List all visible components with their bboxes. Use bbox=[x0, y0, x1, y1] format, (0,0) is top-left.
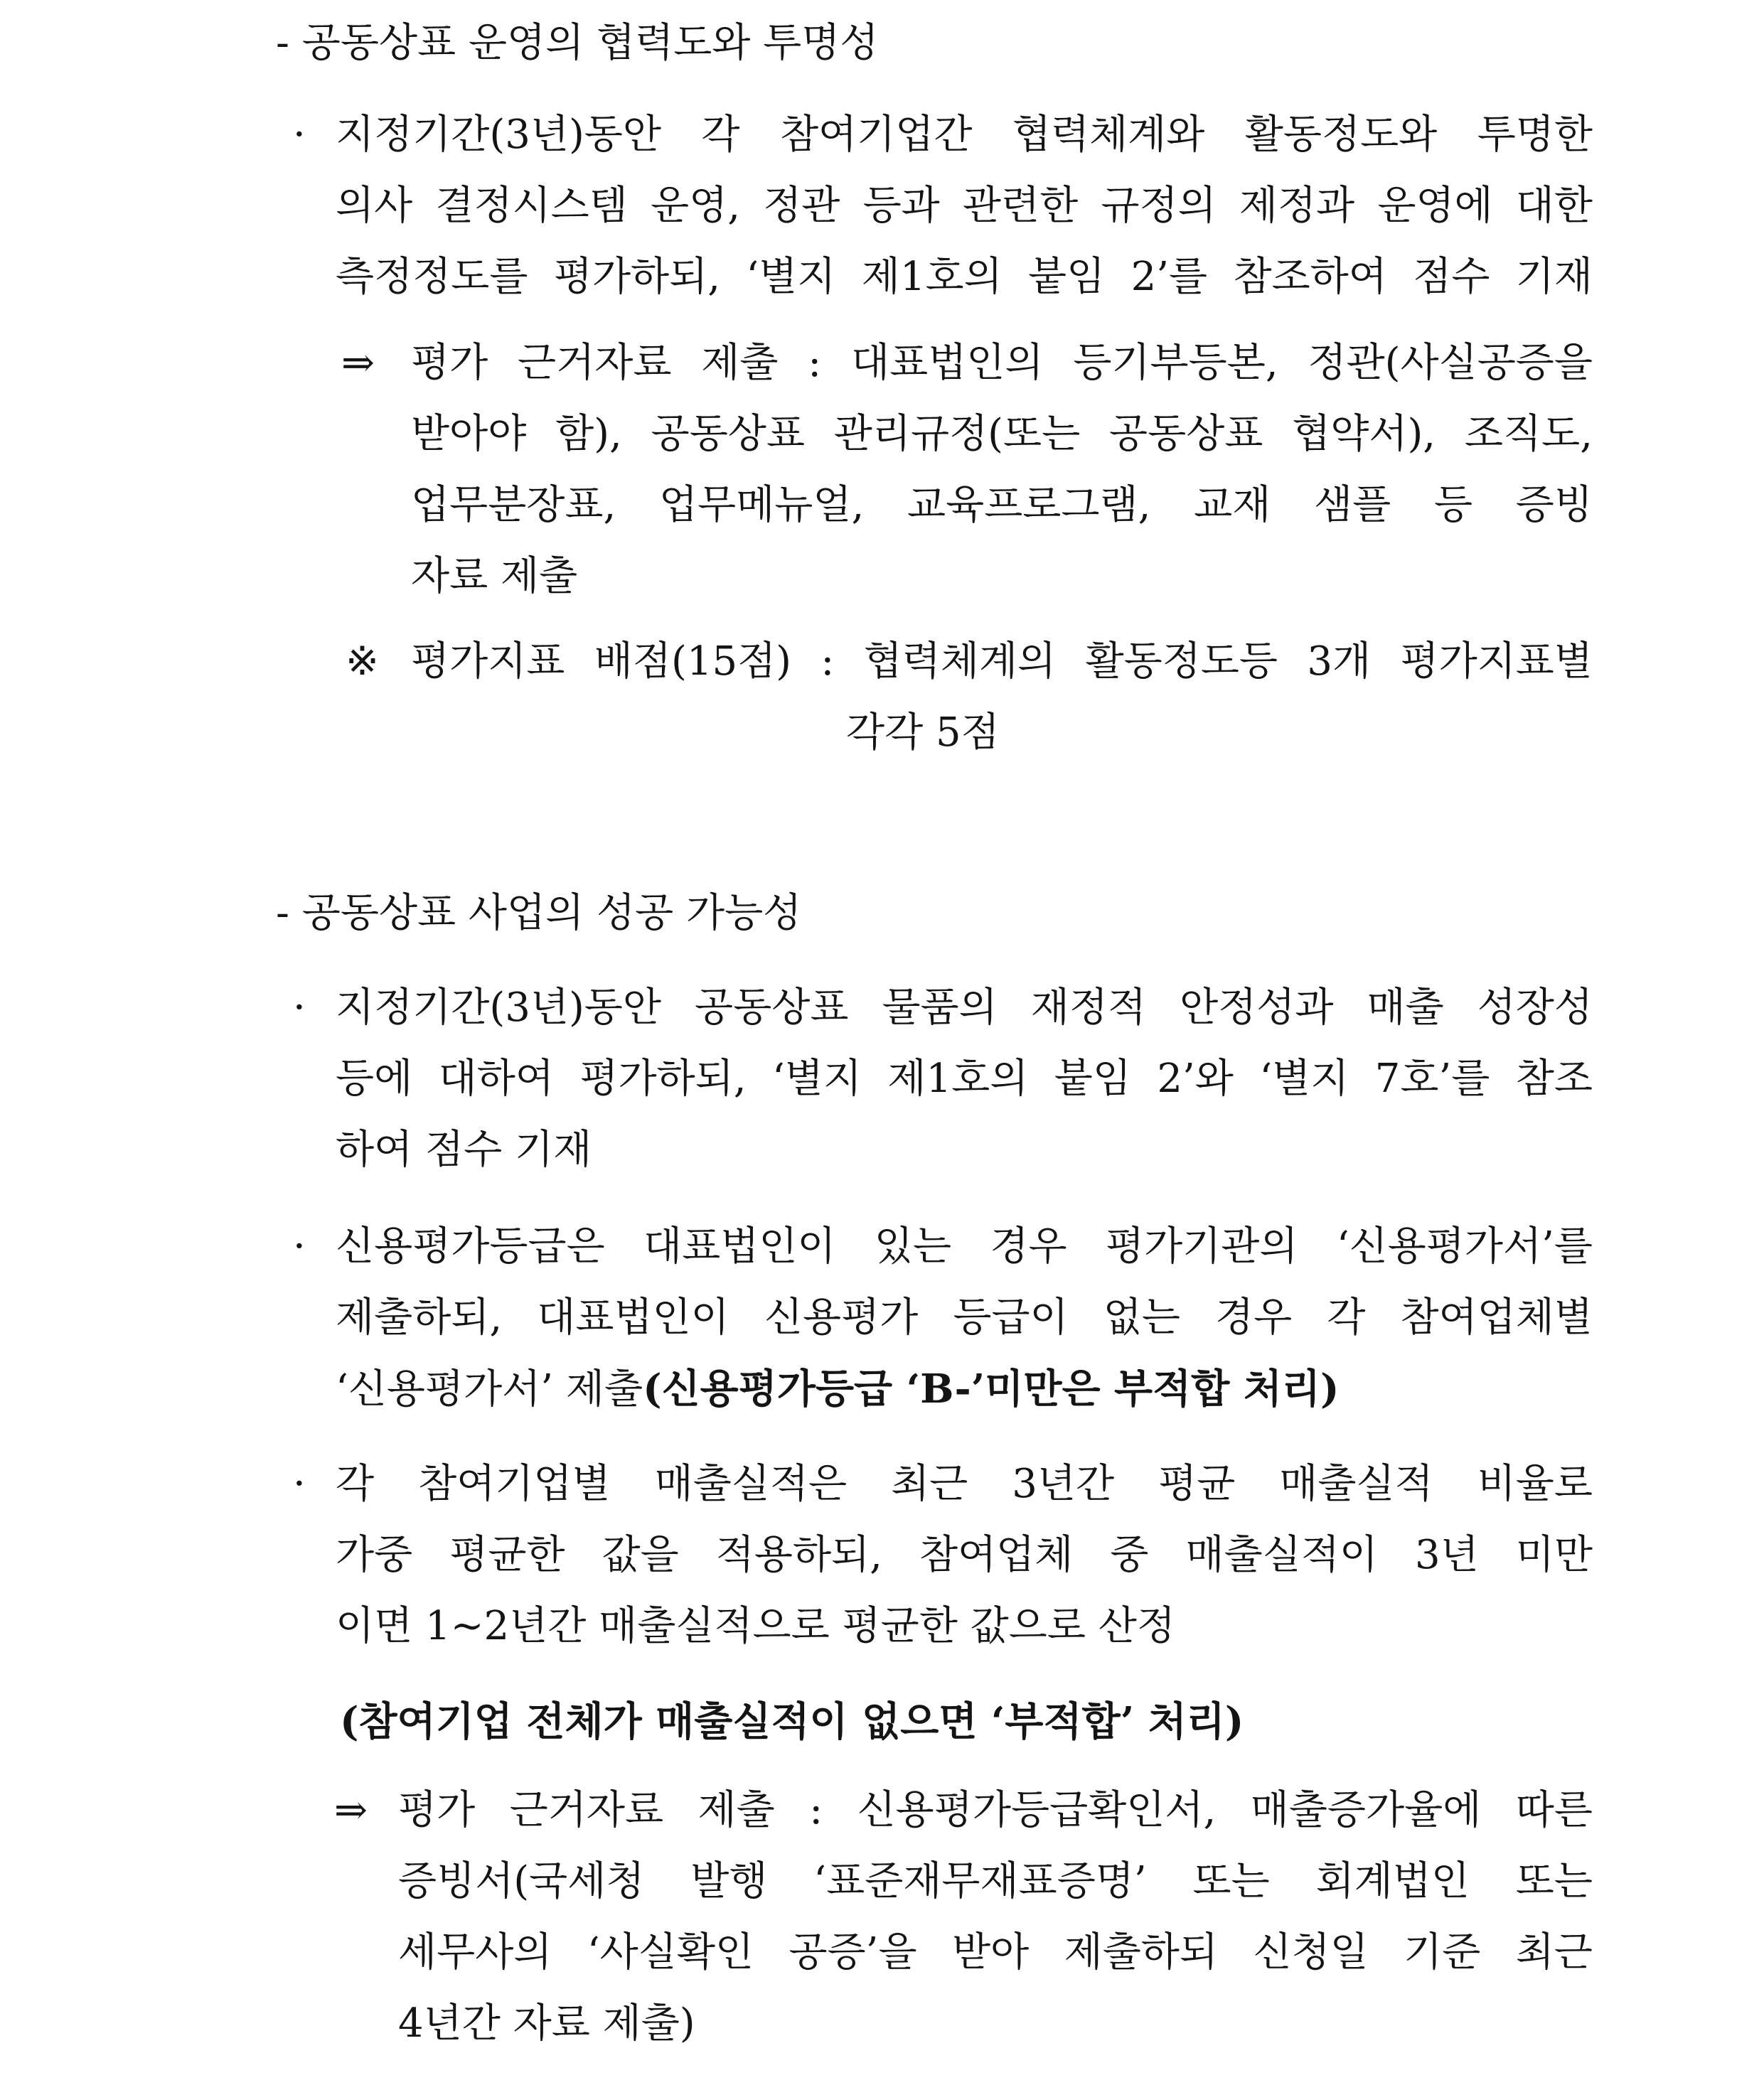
bold-note: (참여기업 전체가 매출실적이 없으면 ‘부적합’ 처리) bbox=[340, 1698, 1244, 1745]
paragraph-line: 측정정도를 평가하되, ‘별지 제1호의 붙임 2’를 참조하여 점수 기재 bbox=[336, 254, 1593, 300]
paragraph-line: 평가 근거자료 제출 : 대표법인의 등기부등본, 정관(사실공증을 bbox=[411, 340, 1593, 386]
paragraph-line: 가중 평균한 값을 적용하되, 참여업체 중 매출실적이 3년 미만 bbox=[336, 1532, 1593, 1578]
paragraph-line: 지정기간(3년)동안 각 참여기업간 협력체계와 활동정도와 투명한 bbox=[336, 112, 1593, 158]
paragraph-line: 세무사의 ‘사실확인 공증’을 받아 제출하되 신청일 기준 최근 bbox=[398, 1929, 1593, 1976]
bullet-marker: · bbox=[293, 1223, 306, 1270]
note-marker: ※ bbox=[346, 638, 379, 685]
paragraph-line: 지정기간(3년)동안 공동상표 물품의 재정적 안정성과 매출 성장성 bbox=[336, 985, 1593, 1031]
paragraph-line: 각 참여기업별 매출실적은 최근 3년간 평균 매출실적 비율로 bbox=[336, 1461, 1593, 1507]
bold-emphasis: (신용평가등급 ‘B-’미만은 부적합 처리) bbox=[643, 1366, 1340, 1413]
paragraph-line: 의사 결정시스템 운영, 정관 등과 관련한 규정의 제정과 운영에 대한 bbox=[336, 183, 1593, 229]
paragraph-line: 등에 대하여 평가하되, ‘별지 제1호의 붙임 2’와 ‘별지 7호’를 참조 bbox=[336, 1056, 1593, 1102]
paragraph-line: 하여 점수 기재 bbox=[336, 1127, 592, 1173]
bullet-marker: · bbox=[293, 112, 306, 158]
paragraph-line: 4년간 자료 제출) bbox=[398, 2000, 695, 2047]
paragraph-text: ‘신용평가서’ 제출 bbox=[336, 1366, 643, 1413]
arrow-marker: ⇒ bbox=[341, 340, 375, 386]
paragraph-line: 자료 제출 bbox=[411, 553, 578, 599]
paragraph-line: 평가 근거자료 제출 : 신용평가등급확인서, 매출증가율에 따른 bbox=[398, 1787, 1593, 1833]
note-line: 평가지표 배점(15점) : 협력체계의 활동정도등 3개 평가지표별 bbox=[411, 638, 1593, 685]
section1-heading: - 공동상표 운영의 협력도와 투명성 bbox=[276, 20, 879, 66]
paragraph-line: 신용평가등급은 대표법인이 있는 경우 평가기관의 ‘신용평가서’를 bbox=[336, 1223, 1593, 1270]
section2-heading: - 공동상표 사업의 성공 가능성 bbox=[276, 890, 802, 936]
arrow-marker: ⇒ bbox=[334, 1787, 368, 1833]
paragraph-line: 이면 1~2년간 매출실적으로 평균한 값으로 산정 bbox=[336, 1603, 1175, 1649]
bullet-marker: · bbox=[293, 1461, 306, 1507]
note-line: 각각 5점 bbox=[846, 709, 1000, 756]
bullet-marker: · bbox=[293, 985, 306, 1031]
paragraph-line: 제출하되, 대표법인이 신용평가 등급이 없는 경우 각 참여업체별 bbox=[336, 1295, 1593, 1341]
paragraph-line: 증빙서(국세청 발행 ‘표준재무재표증명’ 또는 회계법인 또는 bbox=[398, 1858, 1593, 1904]
paragraph-line: 업무분장표, 업무메뉴얼, 교육프로그램, 교재 샘플 등 증빙 bbox=[411, 482, 1593, 528]
paragraph-line bbox=[336, 1364, 1340, 1415]
paragraph-line: 받아야 함), 공동상표 관리규정(또는 공동상표 협약서), 조직도, bbox=[411, 411, 1593, 457]
